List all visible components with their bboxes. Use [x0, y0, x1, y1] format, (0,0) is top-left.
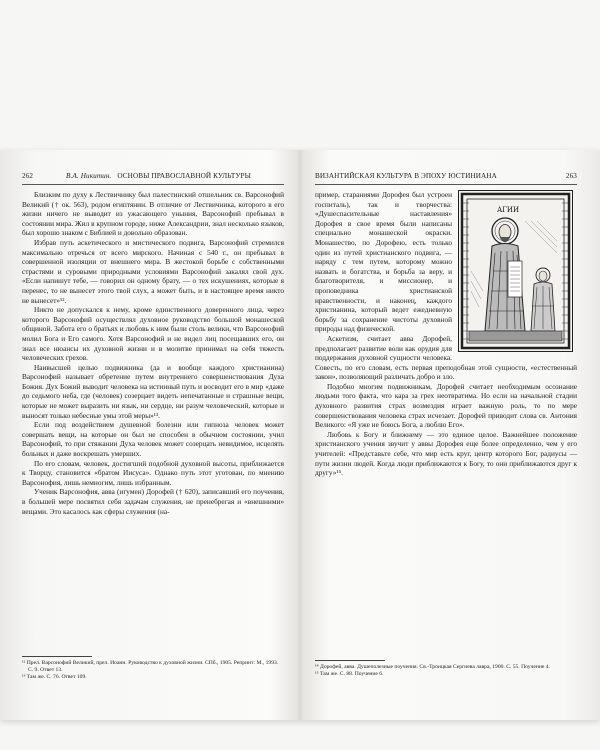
left-footnotes [22, 656, 284, 681]
paragraph: пример, стараниями Дорофея был устроен госпиталь), так и творчества: «Душеспасительные наставления» Дорофея в свое время были написаны специально монашеской окраски. Монашество, по Дорофею, есть только один из путей христианского подвига, — наряду с тем путем, которому можно назвать и богатства, и борьба за веру, и благотворителя, и миссионер, и проповедника христианской нравственности, и наконец, каждого христианина, который ведет ежедневную борьбу за сохранение чистоты духовной природы над физической. [315, 190, 452, 334]
left-page [22, 150, 284, 720]
right-running-title: ВИЗАНТИЙСКАЯ КУЛЬТУРА В ЭПОХУ ЮСТИНИАНА [315, 172, 497, 180]
paragraph: Избрав путь аскетического и мистического подвига, Варсонофий стремился максимально отречься от всего мирского. Начиная с 540 г., он пребывал в совершенной изоляции от внешнего мира. В жестокой борьбе с собственными страстями и суровыми природными условиями Варсонофий закалял свой дух. «Если напишут тебе, — говорил он одному брату, — о тех искушениях, которые я перенес, то не вынесет этого твой слух, а может быть, и в настоящее время никто не вынесет»¹². [22, 237, 284, 305]
paragraph: По его словам, человек, достигший подобной духовной высоты, приближается к Творцу, становится «братом Иисуса». Однако путь этот уготован, по мнению Варсонофия, лишь немногим, лишь избранным. [22, 458, 284, 487]
paragraph: Аскетизм, считает авва Дорофей, предполагает развитие воли как орудия для поддержания духовной сущности человека. Совесть, по его словам, есть первая преподобная этой сущности, «естественный закон», позволяющий различать добро и зло. [315, 333, 577, 382]
paragraph: Если под воздействием душевной болезни или гипноза человек может совершать вещи, на которые он был не способен в обычном состоянии, учил Варсонофий, то при стяжании Духа человек может созерцать невидимое, исцелять больных и даже воскрешать умерших. [22, 420, 284, 459]
saint-icon-illustration [458, 190, 573, 352]
right-page [315, 150, 577, 720]
right-body-text [315, 190, 577, 478]
left-header-title [33, 172, 284, 182]
left-running-head [22, 172, 284, 185]
header-book-title: ОСНОВЫ ПРАВОСЛАВНОЙ КУЛЬТУРЫ [117, 172, 252, 180]
right-running-head [315, 172, 577, 185]
icon-illustration-wrapper [458, 190, 577, 354]
icon-caption: АГИИ [497, 206, 520, 214]
footnote: ¹³ Там же. С. 76. Ответ 109. [22, 674, 87, 680]
paragraph: Подобно многим подвижникам, Дорофей считает необходимым осознание людьми того факта, что кара за грех неотвратима. Но если на начальной стадии духовного развития страх возмездия играет важную роль, то по мере совершенствования человека страх исчезает. Дорофей приводит слова св. Антония Великого: «Я уже не боюсь Бога, а люблю Его». [315, 381, 577, 430]
paragraph: Ученик Варсонофия, авва (игумен) Дорофей († 620), записавший его поучения, в большей мере посвятил себя задачам служения, не пренебрегая и «внешними» вещами. Это касалось как сферы служения (на- [22, 487, 284, 516]
footnote-rule [315, 660, 385, 661]
paragraph: Никто не допускался к нему, кроме единственного доверенного лица, через которого Варсонофий осуществлял духовное руководство большой монашеской общиной. Забота его о братьях и любовь к ним были столь велики, что Варсонофий молил Бога и Его самого. Хотя Варсонофий и не видел лиц посещавших его, он знал все нюансы их духовной жизни и в молитве принимал на себя тяжесть человеческих грехов. [22, 305, 284, 363]
footnote: ¹⁴ Дорофей, авва. Душеполезные поучения. Св.-Троицкая Сергиева лавра, 1900. С. 55. Поучение 4. [315, 664, 550, 670]
book-spread [0, 150, 600, 720]
paragraph: Любовь к Богу и ближнему — это единое целое. Важнейшее положение христианского учения звучит у аввы Дорофея еще более определенно, чем у его учителей: «Представьте себе, что мир есть круг, центр которого Бог, радиусы — пути жизни людей. Когда люди приближаются к Богу, то они приближаются друг к другу»¹⁵. [315, 429, 577, 478]
right-footnotes [315, 660, 577, 678]
header-author: В.А. Никитин. [66, 172, 112, 180]
paragraph: Близким по духу к Лествичнику был палестинский отшельник св. Варсонофий Великий († ок. 563), родом египтянин. В отличие от Лествичника, которого в его жизни ничего не выводит из ужасающего уныния, Варсонофий пребывал в состоянии мира. Жил в крупном городе, ниже Александрии, знал несколько языков, был хорошо знаком с Библией и довольно образован. [22, 190, 284, 238]
left-page-number: 262 [22, 172, 34, 180]
footnote: ¹⁵ Там же. С. 88. Поучение 6. [315, 671, 384, 677]
paragraph: Наивысшей целью подвижника (да и вообще каждого христианина) Варсонофий называет обретение путем внутреннего совершенствования Духа Божия. Дух Божий выводит человека на истинный путь и восводит его в мир «даже до седьмого неба, где (человек) созерцает видеть непечатанные и страшные вещи, которые не может выразить ни язык, ни сердце, ни разум человеческий, которые и выносят только небесные умы этой меры»¹³. [22, 362, 284, 420]
footnote-rule [22, 656, 92, 657]
right-page-number: 263 [565, 172, 577, 180]
saint-icon-drawing [459, 191, 572, 351]
footnote: ¹² Прел. Варсонофий Великий, прел. Иоанн. Руководство к духовной жизни. СПб., 1905. Репринт: М., 1993. С. 9. Ответ 13. [22, 660, 279, 673]
left-body-text [22, 190, 284, 516]
